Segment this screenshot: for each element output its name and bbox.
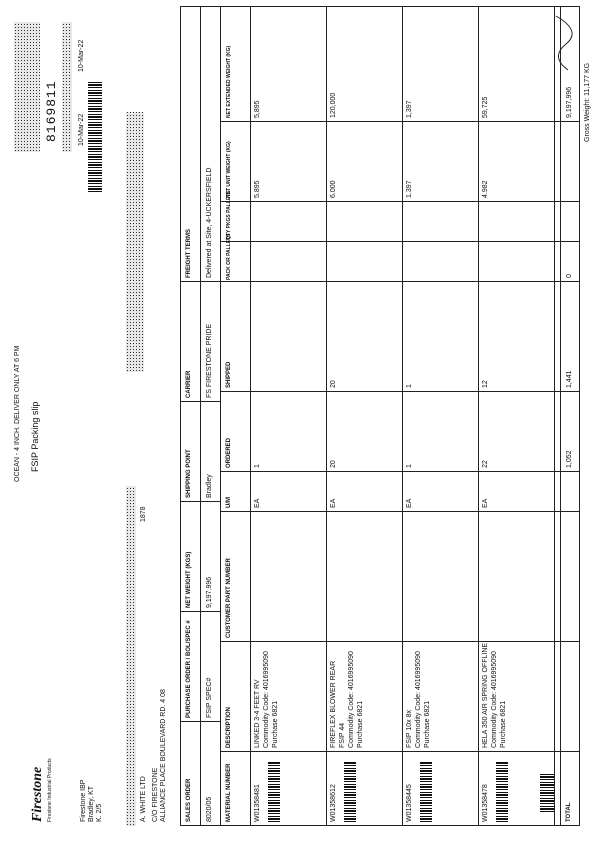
hdr-net-weight: NET WEIGHT (KGS): [186, 551, 192, 608]
sender-line-1: Firestone IBP: [80, 779, 87, 822]
row-unit-weight: 4.982: [482, 180, 489, 198]
row-description-line: Commodity Code: 4016995090: [263, 651, 270, 748]
row-barcode: [420, 762, 432, 822]
row-barcode: [268, 762, 280, 822]
main-table: [180, 6, 580, 826]
row-ordered: 20: [330, 460, 337, 468]
sender-line-3: K. 2/5: [96, 803, 103, 822]
row-ordered: 1: [406, 464, 413, 468]
row-shipped: 1: [406, 384, 413, 388]
total-pkgs: 0: [566, 274, 573, 278]
row-description-line: Purchase 6821: [500, 700, 507, 748]
col-qty-pkgs: QTY PKGS PALLETS: [226, 190, 232, 240]
row-ordered: 22: [482, 460, 489, 468]
total-ordered: 1,052: [566, 450, 573, 468]
val-shipping-point: Bradley: [206, 474, 213, 498]
ref-code: 1878: [140, 506, 147, 522]
row-material: W01358478: [482, 784, 489, 822]
receiver-line-2: ALLIANCE PLACE BOULEVARD RD. 4 08: [160, 689, 167, 822]
row-description-line: FIREFLEX BLOWER REAR: [330, 660, 337, 748]
hdr-sales-order: SALES ORDER: [186, 778, 192, 822]
row-description-line: Purchase 6821: [272, 700, 279, 748]
row-description-line: Commodity Code: 4016995090: [491, 651, 498, 748]
row-um: EA: [330, 498, 337, 508]
total-ext-weight: 9,197,996: [566, 86, 573, 118]
row-material: W01358612: [330, 784, 337, 822]
row-unit-weight: 1.397: [406, 180, 413, 198]
total-label: TOTAL: [566, 802, 572, 822]
val-carrier: FS FIRESTONE PRIDE: [206, 323, 213, 398]
row-um: EA: [406, 498, 413, 508]
doc-number: 8169811: [44, 80, 59, 142]
row-ext-weight: 120,000: [330, 92, 337, 118]
date-right: 10-Mar-22: [78, 39, 85, 72]
col-pack: PACK OR PALLETS: [226, 233, 232, 280]
row-um: EA: [254, 498, 261, 508]
row-unit-weight: 5.895: [254, 180, 261, 198]
row-ext-weight: 1,397: [406, 100, 413, 118]
row-shipped: 12: [482, 380, 489, 388]
doc-barcode: [88, 82, 102, 192]
col-unit-weight: NET UNIT WEIGHT (KG): [226, 141, 232, 198]
row-ext-weight: 59,725: [482, 96, 489, 118]
col-um: U/M: [226, 497, 232, 508]
col-description: DESCRIPTION: [226, 706, 232, 748]
brand-subtitle: Firestone Industrial Products: [47, 758, 53, 822]
date-left: 10-Mar-22: [78, 113, 85, 146]
signature: [548, 12, 578, 72]
row-material: W01358445: [406, 784, 413, 822]
row-barcode: [344, 762, 356, 822]
date-stamp: [62, 22, 72, 152]
val-sales-order: 8020/05: [206, 796, 213, 822]
row-description-line: Purchase 6821: [424, 700, 431, 748]
row-description-line: LINKED 3-4 FEET RV: [254, 679, 261, 748]
row-description-line: Purchase 6821: [357, 700, 364, 748]
header-stamp: [126, 112, 144, 372]
row-unit-weight: 6.000: [330, 180, 337, 198]
receiver-stamp: [126, 486, 136, 826]
row-material: W01358481: [254, 784, 261, 822]
col-material: MATERIAL NUMBER: [226, 763, 232, 822]
row-um: EA: [482, 498, 489, 508]
delivery-note: OCEAN - 4 INCH. DELIVER ONLY AT 6 PM: [14, 345, 21, 482]
total-barcode: [540, 772, 554, 812]
hdr-purchase-order: PURCHASE ORDER / BOL/SPEC #: [186, 620, 192, 718]
row-description-line: FSIP 44: [339, 722, 346, 748]
val-net-weight: 9,197.996: [206, 576, 213, 608]
val-freight-terms: Delivered at Site, 4-UCKERSFIELD: [206, 167, 213, 278]
row-description-line: Commodity Code: 4016995090: [348, 651, 355, 748]
row-ordered: 1: [254, 464, 261, 468]
hdr-freight-terms: FREIGHT TERMS: [186, 229, 192, 278]
brand-logo: Firestone: [30, 766, 45, 822]
row-shipped: 20: [330, 380, 337, 388]
page-title: FSIP Packing slip: [30, 401, 40, 472]
row-description-line: HELA 350 AIR SPRING OFFLINE: [482, 642, 489, 748]
hdr-carrier: CARRIER: [186, 370, 192, 398]
row-ext-weight: 5,895: [254, 100, 261, 118]
col-shipped: SHIPPED: [226, 361, 232, 388]
hdr-shipping-point: SHIPPING POINT: [186, 449, 192, 498]
val-purchase-order: FSIP SPEC#: [206, 677, 213, 718]
row-barcode: [496, 762, 508, 822]
row-description-line: Commodity Code: 4016995090: [415, 651, 422, 748]
col-customer-part: CUSTOMER PART NUMBER: [226, 558, 232, 638]
receiver-line-1: C/O FIRESTONE: [152, 767, 159, 822]
gross-weight: Gross Weight: 11,177 KG: [584, 62, 591, 142]
receiver-name: A. WHITE LTD: [140, 776, 147, 822]
row-description-line: FSIP 10x 8x: [406, 709, 413, 748]
total-shipped: 1,441: [566, 370, 573, 388]
col-ordered: ORDERED: [226, 437, 232, 468]
sender-line-2: Bradley, KT: [88, 785, 95, 822]
doc-number-stamp: [14, 22, 40, 152]
col-ext-weight: NET EXTENDED WEIGHT (KG): [226, 45, 232, 118]
